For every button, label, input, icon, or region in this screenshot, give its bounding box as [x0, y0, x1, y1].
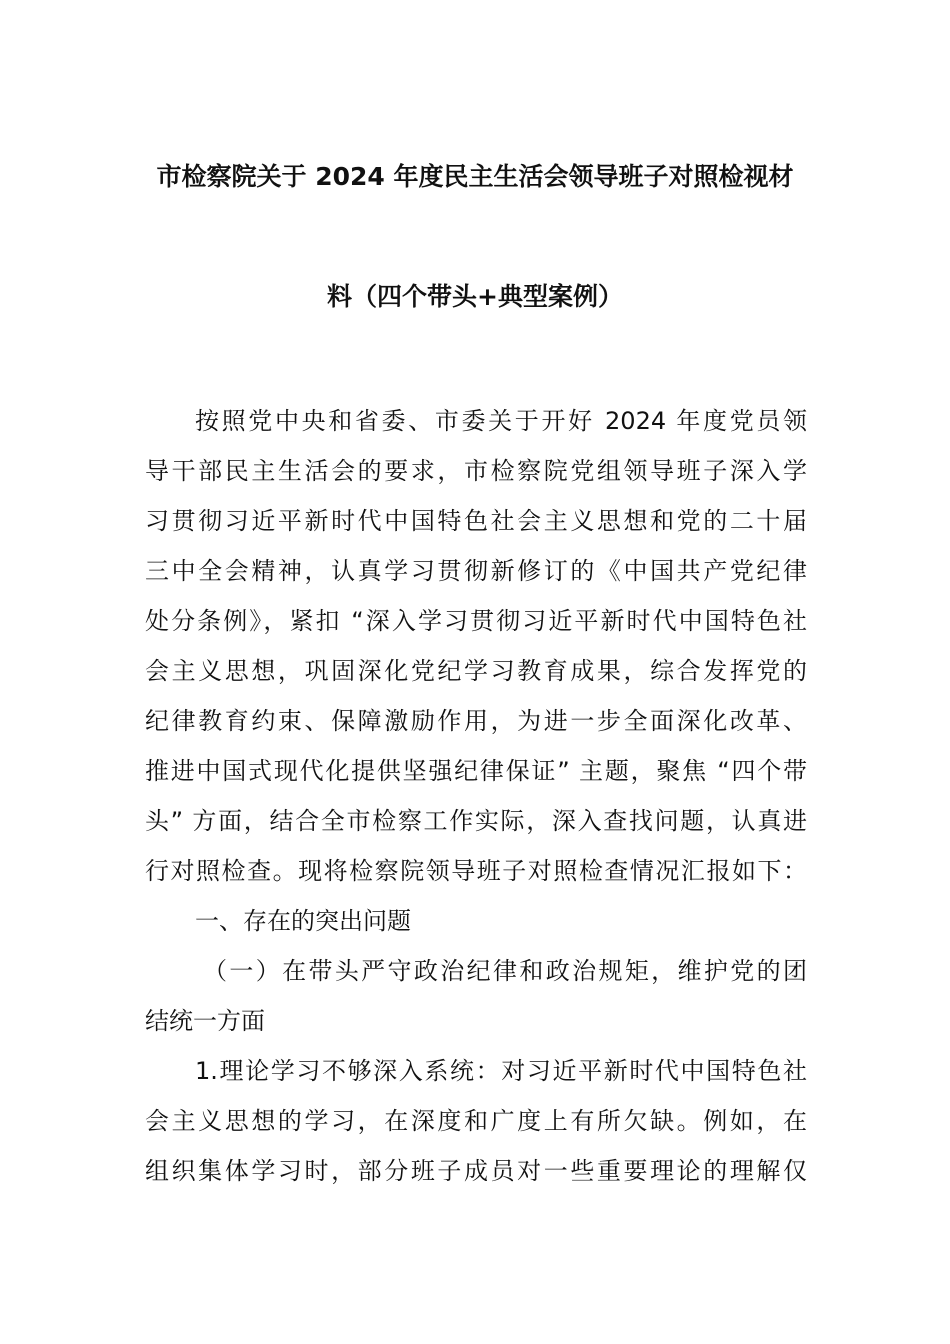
subsection-heading-1-line-2: 结统一方面: [145, 1007, 265, 1035]
body-line-5: 处分条例》，紧扣 “深入学习贯彻习近平新时代中国特色社: [145, 607, 807, 635]
body-line-9: 头” 方面，结合全市检察工作实际，深入查找问题，认真进: [145, 807, 807, 835]
body-line-6: 会主义思想，巩固深化党纪学习教育成果，综合发挥党的: [145, 657, 807, 685]
body-line-1: 按照党中央和省委、市委关于开好 2024 年度党员领: [195, 407, 807, 435]
subsection-heading-1-line-1: （一）在带头严守政治纪律和政治规矩，维护党的团: [203, 957, 807, 985]
body-line-11: 1.理论学习不够深入系统：对习近平新时代中国特色社: [195, 1057, 807, 1085]
document-title-line-1: 市检察院关于 2024 年度民主生活会领导班子对照检视材: [156, 162, 794, 191]
body-line-13: 组织集体学习时，部分班子成员对一些重要理论的理解仅: [145, 1157, 807, 1185]
document-title-line-2: 料（四个带头+典型案例）: [327, 282, 623, 311]
body-line-12: 会主义思想的学习，在深度和广度上有所欠缺。例如，在: [145, 1107, 807, 1135]
body-line-4: 三中全会精神，认真学习贯彻新修订的《中国共产党纪律: [145, 557, 807, 585]
section-heading-1: 一、存在的突出问题: [195, 907, 411, 935]
body-line-3: 习贯彻习近平新时代中国特色社会主义思想和党的二十届: [145, 507, 807, 535]
body-line-7: 纪律教育约束、保障激励作用，为进一步全面深化改革、: [145, 707, 807, 735]
body-line-2: 导干部民主生活会的要求，市检察院党组领导班子深入学: [145, 457, 807, 485]
body-line-8: 推进中国式现代化提供坚强纪律保证” 主题，聚焦 “四个带: [145, 757, 807, 785]
body-line-10: 行对照检查。现将检察院领导班子对照检查情况汇报如下：: [145, 857, 807, 885]
